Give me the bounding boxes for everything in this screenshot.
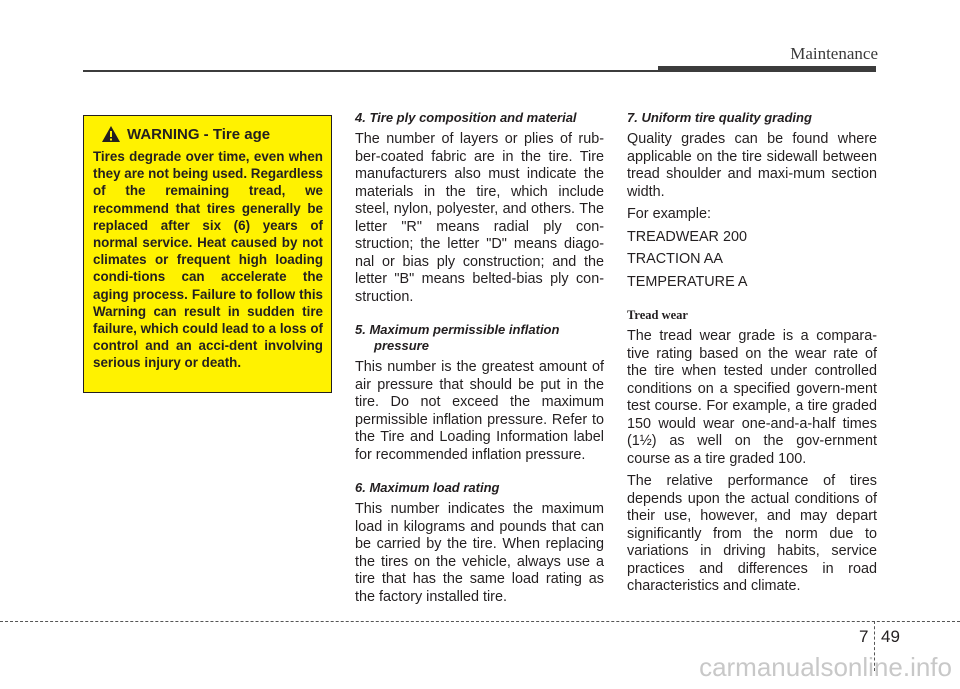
header-rule-accent xyxy=(658,66,876,72)
inflation-heading-line2: pressure xyxy=(374,338,429,353)
example-temperature: TEMPERATURE A xyxy=(627,273,748,290)
treadwear-heading: Tread wear xyxy=(627,308,688,322)
grading-body: Quality grades can be found where applicable on the tire sidewall between tread shoulder and maxi-mum section width. xyxy=(627,131,877,200)
ply-body: The number of layers or plies of rub-ber-coated fabric are in the tire. Tire manufacturers also must indicate the materials in the tire, which include steel, nylon, polyester, and others. The letter "R" means radial ply con-struction; the letter "D" means diago-nal or bias ply construction; and the letter "B" means belted-bias ply con-struction. xyxy=(355,131,604,305)
example-traction: TRACTION AA xyxy=(627,251,723,267)
section-title: Maintenance xyxy=(790,44,878,63)
warning-box xyxy=(83,115,332,393)
treadwear-body-2: The relative performance of tires depends upon the actual conditions of their use, however, and may depart significantly from the norm due to variations in driving habits, service practices and differences in road characteristics and climate. xyxy=(627,473,877,594)
right-column xyxy=(627,110,877,596)
footer-rule xyxy=(0,621,960,622)
inflation-heading xyxy=(355,322,604,354)
inflation-body: This number is the greatest amount of air pressure that should be put in the tire. Do not exceed the maximum permissible inflation pressure. Refer to the Tire and Loading Information label for recommended inflation pressure. xyxy=(355,359,604,463)
inflation-heading-line1: 5. Maximum permissible inflation xyxy=(355,322,560,337)
warning-triangle-icon xyxy=(101,125,121,143)
example-intro: For example: xyxy=(627,206,711,222)
middle-column xyxy=(355,110,604,606)
load-heading: 6. Maximum load rating xyxy=(355,480,500,495)
warning-body: Tires degrade over time, even when they are not being used. Regardless of the remaining tread, we recommend that tires generally be replaced after six (6) years of normal service. Heat caused by not climates or frequent high loading condi-tions can accelerate the aging process. Failure to follow this Warning can result in sudden tire failure, which could lead to a loss of control and an acci-dent involving serious injury or death. xyxy=(93,149,323,371)
treadwear-body-1: The tread wear grade is a compara-tive rating based on the wear rate of the tire when tested under controlled conditions on a specified govern-ment test course. For example, a tire graded 150 would wear one-and-a-half times (1½) as well on the gov-ernment course as a tire graded 100. xyxy=(627,328,877,467)
ply-heading: 4. Tire ply composition and material xyxy=(355,110,577,125)
warning-header xyxy=(93,124,323,144)
example-treadwear: TREADWEAR 200 xyxy=(627,228,747,245)
watermark: carmanualsonline.info xyxy=(699,652,952,682)
page-number: 49 xyxy=(881,627,900,646)
warning-title: WARNING - Tire age xyxy=(127,125,271,143)
grading-heading: 7. Uniform tire quality grading xyxy=(627,110,812,125)
chapter-number: 7 xyxy=(859,627,869,646)
load-body: This number indicates the maximum load in kilograms and pounds that can be carried by the tire. When replacing the tires on the vehicle, always use a tire that has the same load rating as the factory installed tire. xyxy=(355,501,604,605)
